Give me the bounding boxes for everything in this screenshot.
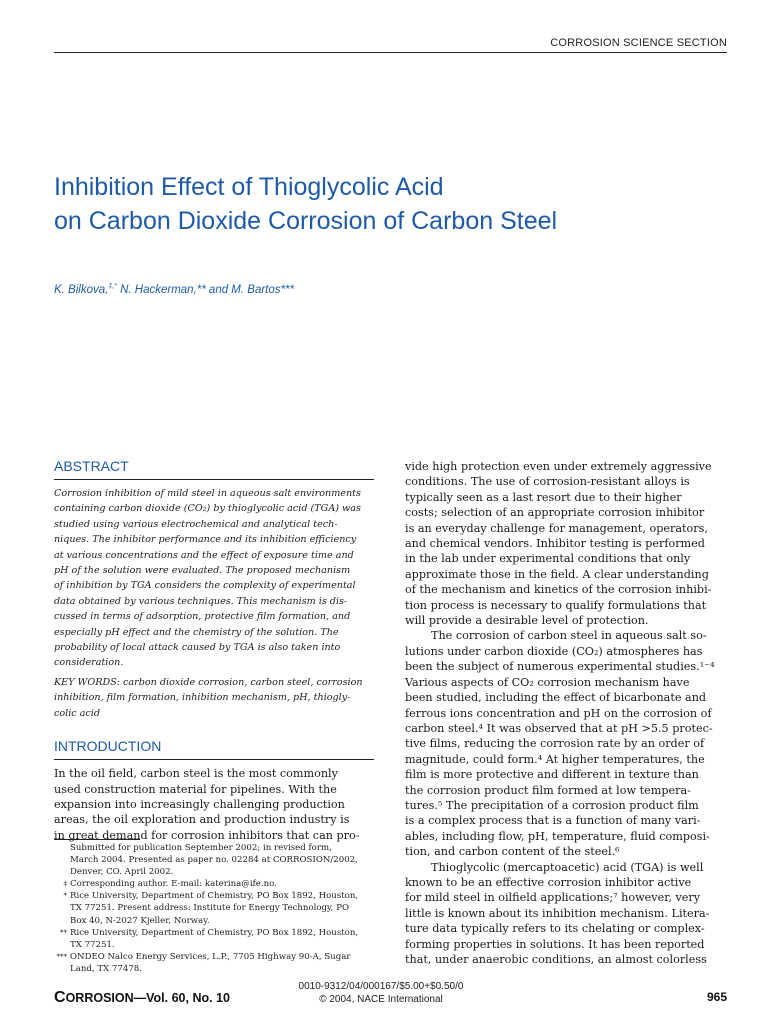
body-line: magnitude, could form.⁴ At higher temperatures, the	[405, 752, 705, 766]
author-rest: N. Hackerman,** and M. Bartos***	[116, 283, 294, 296]
body-line: that, under anaerobic conditions, an almost colorless	[405, 953, 707, 966]
body-line: costs; selection of an appropriate corrosion inhibitor	[405, 506, 705, 520]
journal-initial: C	[54, 989, 66, 1006]
body-line: of the mechanism and kinetics of the corrosion inhibi-	[405, 583, 712, 597]
body-line: tion, and carbon content of the steel.⁶	[405, 845, 620, 859]
issn-code: 0010-9312/04/000167/$5.00+$0.50/0	[298, 981, 464, 992]
body-line: carbon steel.⁴ It was observed that at pH >5.5 protec-	[405, 721, 713, 735]
body-line: ables, including flow, pH, temperature, fluid composi-	[405, 829, 710, 843]
body-line: Various aspects of CO₂ corrosion mechanism have	[405, 675, 690, 689]
journal-name: ORROSION	[65, 991, 134, 1005]
body-line: forming properties in solutions. It has been reported	[405, 937, 705, 951]
footnote-text: Denver, CO. April 2002.	[70, 867, 174, 878]
copyright: © 2004, NACE International	[319, 994, 443, 1005]
keywords	[54, 675, 374, 721]
abstract-line: niques. The inhibitor performance and its inhibition efficiency	[54, 534, 357, 546]
body-line: tive films, reducing the corrosion rate by an order of	[405, 737, 705, 751]
right-column	[405, 459, 723, 967]
footnote-mark: ‡	[63, 880, 67, 889]
footnote-text: Submitted for publication September 2002; in revised form,	[70, 843, 332, 853]
footnote-text: Box 40, N-2027 Kjeller, Norway.	[70, 915, 210, 926]
body-line: and chemical vendors. Inhibitor testing is performed	[405, 537, 705, 551]
body-line: vide high protection even under extremely aggressive	[405, 460, 712, 473]
title-line-2: on Carbon Dioxide Corrosion of Carbon Steel	[54, 207, 558, 235]
body-line: The corrosion of carbon steel in aqueous salt so-	[431, 629, 707, 643]
body-line: film is more protective and different in texture than	[405, 768, 699, 782]
body-line: known to be an effective corrosion inhibitor active	[405, 875, 692, 889]
footnote	[54, 927, 374, 951]
journal-footer	[54, 989, 230, 1007]
abstract-line: especially pH effect and the chemistry of the solution. The	[54, 626, 339, 638]
author-1-marks: ‡,*	[108, 283, 117, 290]
footnote	[54, 890, 374, 926]
body-line: typically seen as a last resort due to their higher	[405, 490, 682, 504]
article-title	[54, 170, 557, 238]
abstract-body	[54, 486, 374, 671]
introduction-line: used construction material for pipelines. With the	[54, 782, 337, 796]
body-line: is an everyday challenge for management, operators,	[405, 521, 708, 535]
footnote-mark: **	[60, 928, 67, 937]
body-line: ture data typically refers to its chelating or complex-	[405, 922, 705, 936]
footnote-text: ONDEO Nalco Energy Services, L.P., 7705 Highway 90-A, Sugar	[70, 951, 351, 962]
section-label: CORROSION SCIENCE SECTION	[550, 37, 727, 49]
introduction-body	[54, 766, 374, 843]
keywords-line: KEY WORDS: carbon dioxide corrosion, carbon steel, corrosion	[54, 676, 363, 688]
abstract-line: containing carbon dioxide (CO₂) by thioglycolic acid (TGA) was	[54, 503, 361, 515]
footnote-mark: *	[63, 892, 67, 901]
body-line: in the lab under experimental conditions that only	[405, 552, 691, 566]
footnote	[54, 878, 374, 890]
footnote	[54, 951, 374, 975]
abstract-line: of inhibition by TGA considers the complexity of experimental	[54, 580, 356, 592]
footnote-text: Rice University, Department of Chemistry, PO Box 1892, Houston,	[70, 891, 359, 902]
body-line: is a complex process that is a function of many vari-	[405, 814, 701, 828]
footnote	[54, 842, 374, 878]
footnote-text: TX 77251. Present address: Institute for Energy Technology, PO	[70, 903, 350, 914]
body-line: been studied, including the effect of bicarbonate and	[405, 691, 707, 705]
body-line: approximate those in the field. A clear understanding	[405, 567, 709, 581]
abstract-line: Corrosion inhibition of mild steel in aqueous salt environments	[54, 488, 361, 499]
abstract-line: pH of the solution were evaluated. The proposed mechanism	[54, 565, 351, 577]
author-1: K. Bilkova,	[54, 283, 109, 296]
body-line: will provide a desirable level of protection.	[405, 614, 649, 628]
body-line: lutions under carbon dioxide (CO₂) atmospheres has	[405, 644, 703, 658]
abstract-line: studied using various electrochemical and analytical tech-	[54, 518, 338, 530]
footnote-mark: ***	[56, 952, 67, 961]
left-column	[54, 458, 374, 843]
abstract-heading: ABSTRACT	[54, 458, 129, 474]
keywords-line: colic acid	[54, 707, 101, 719]
abstract-line: cussed in terms of adsorption, protective film formation, and	[54, 611, 351, 623]
footnote-text: Rice University, Department of Chemistry, PO Box 1892, Houston,	[70, 927, 359, 938]
footnote-rule	[54, 839, 140, 840]
body-line: Thioglycolic (mercaptoacetic) acid (TGA) is well	[431, 860, 704, 874]
abstract-line: consideration.	[54, 657, 124, 669]
introduction-line: expansion into increasingly challenging production	[54, 797, 345, 811]
introduction-line: in great demand for corrosion inhibitors that can pro-	[54, 828, 360, 842]
author-list	[54, 283, 294, 296]
footnote-text: Corresponding author. E-mail: katerina@ife.no.	[70, 879, 277, 890]
footnote-text: TX 77251.	[70, 939, 115, 950]
abstract-line: data obtained by various techniques. This mechanism is dis-	[54, 595, 348, 607]
body-line: for mild steel in oilfield applications;⁷ however, very	[405, 891, 701, 905]
body-line: tures.⁵ The precipitation of a corrosion product film	[405, 798, 699, 812]
footnote-text: Land, TX 77478.	[70, 963, 142, 974]
introduction-line: In the oil field, carbon steel is the most commonly	[54, 767, 338, 781]
footnote-text: March 2004. Presented as paper no. 02284 at CORROSION/2002,	[70, 855, 358, 866]
body-line: conditions. The use of corrosion-resistant alloys is	[405, 475, 690, 489]
abstract-line: at various concentrations and the effect of exposure time and	[54, 549, 354, 561]
footnotes	[54, 842, 374, 975]
body-line: little is known about its inhibition mechanism. Litera-	[405, 906, 710, 920]
journal-volume: —Vol. 60, No. 10	[133, 991, 230, 1005]
title-line-1: Inhibition Effect of Thioglycolic Acid	[54, 173, 444, 201]
body-line: been the subject of numerous experimental studies.¹⁻⁴	[405, 660, 715, 674]
keywords-line: inhibition, film formation, inhibition mechanism, pH, thiogly-	[54, 692, 351, 704]
header-rule	[54, 52, 727, 53]
body-line: the corrosion product film formed at low tempera-	[405, 783, 691, 797]
introduction-heading: INTRODUCTION	[54, 738, 162, 755]
page-number: 965	[706, 990, 727, 1004]
publication-info	[296, 980, 466, 1006]
body-line: tion process is necessary to qualify formulations that	[405, 598, 707, 612]
body-line: ferrous ions concentration and pH on the corrosion of	[405, 706, 712, 720]
introduction-line: areas, the oil exploration and production industry is	[54, 813, 350, 827]
abstract-line: probability of local attack caused by TGA is also taken into	[54, 642, 341, 654]
